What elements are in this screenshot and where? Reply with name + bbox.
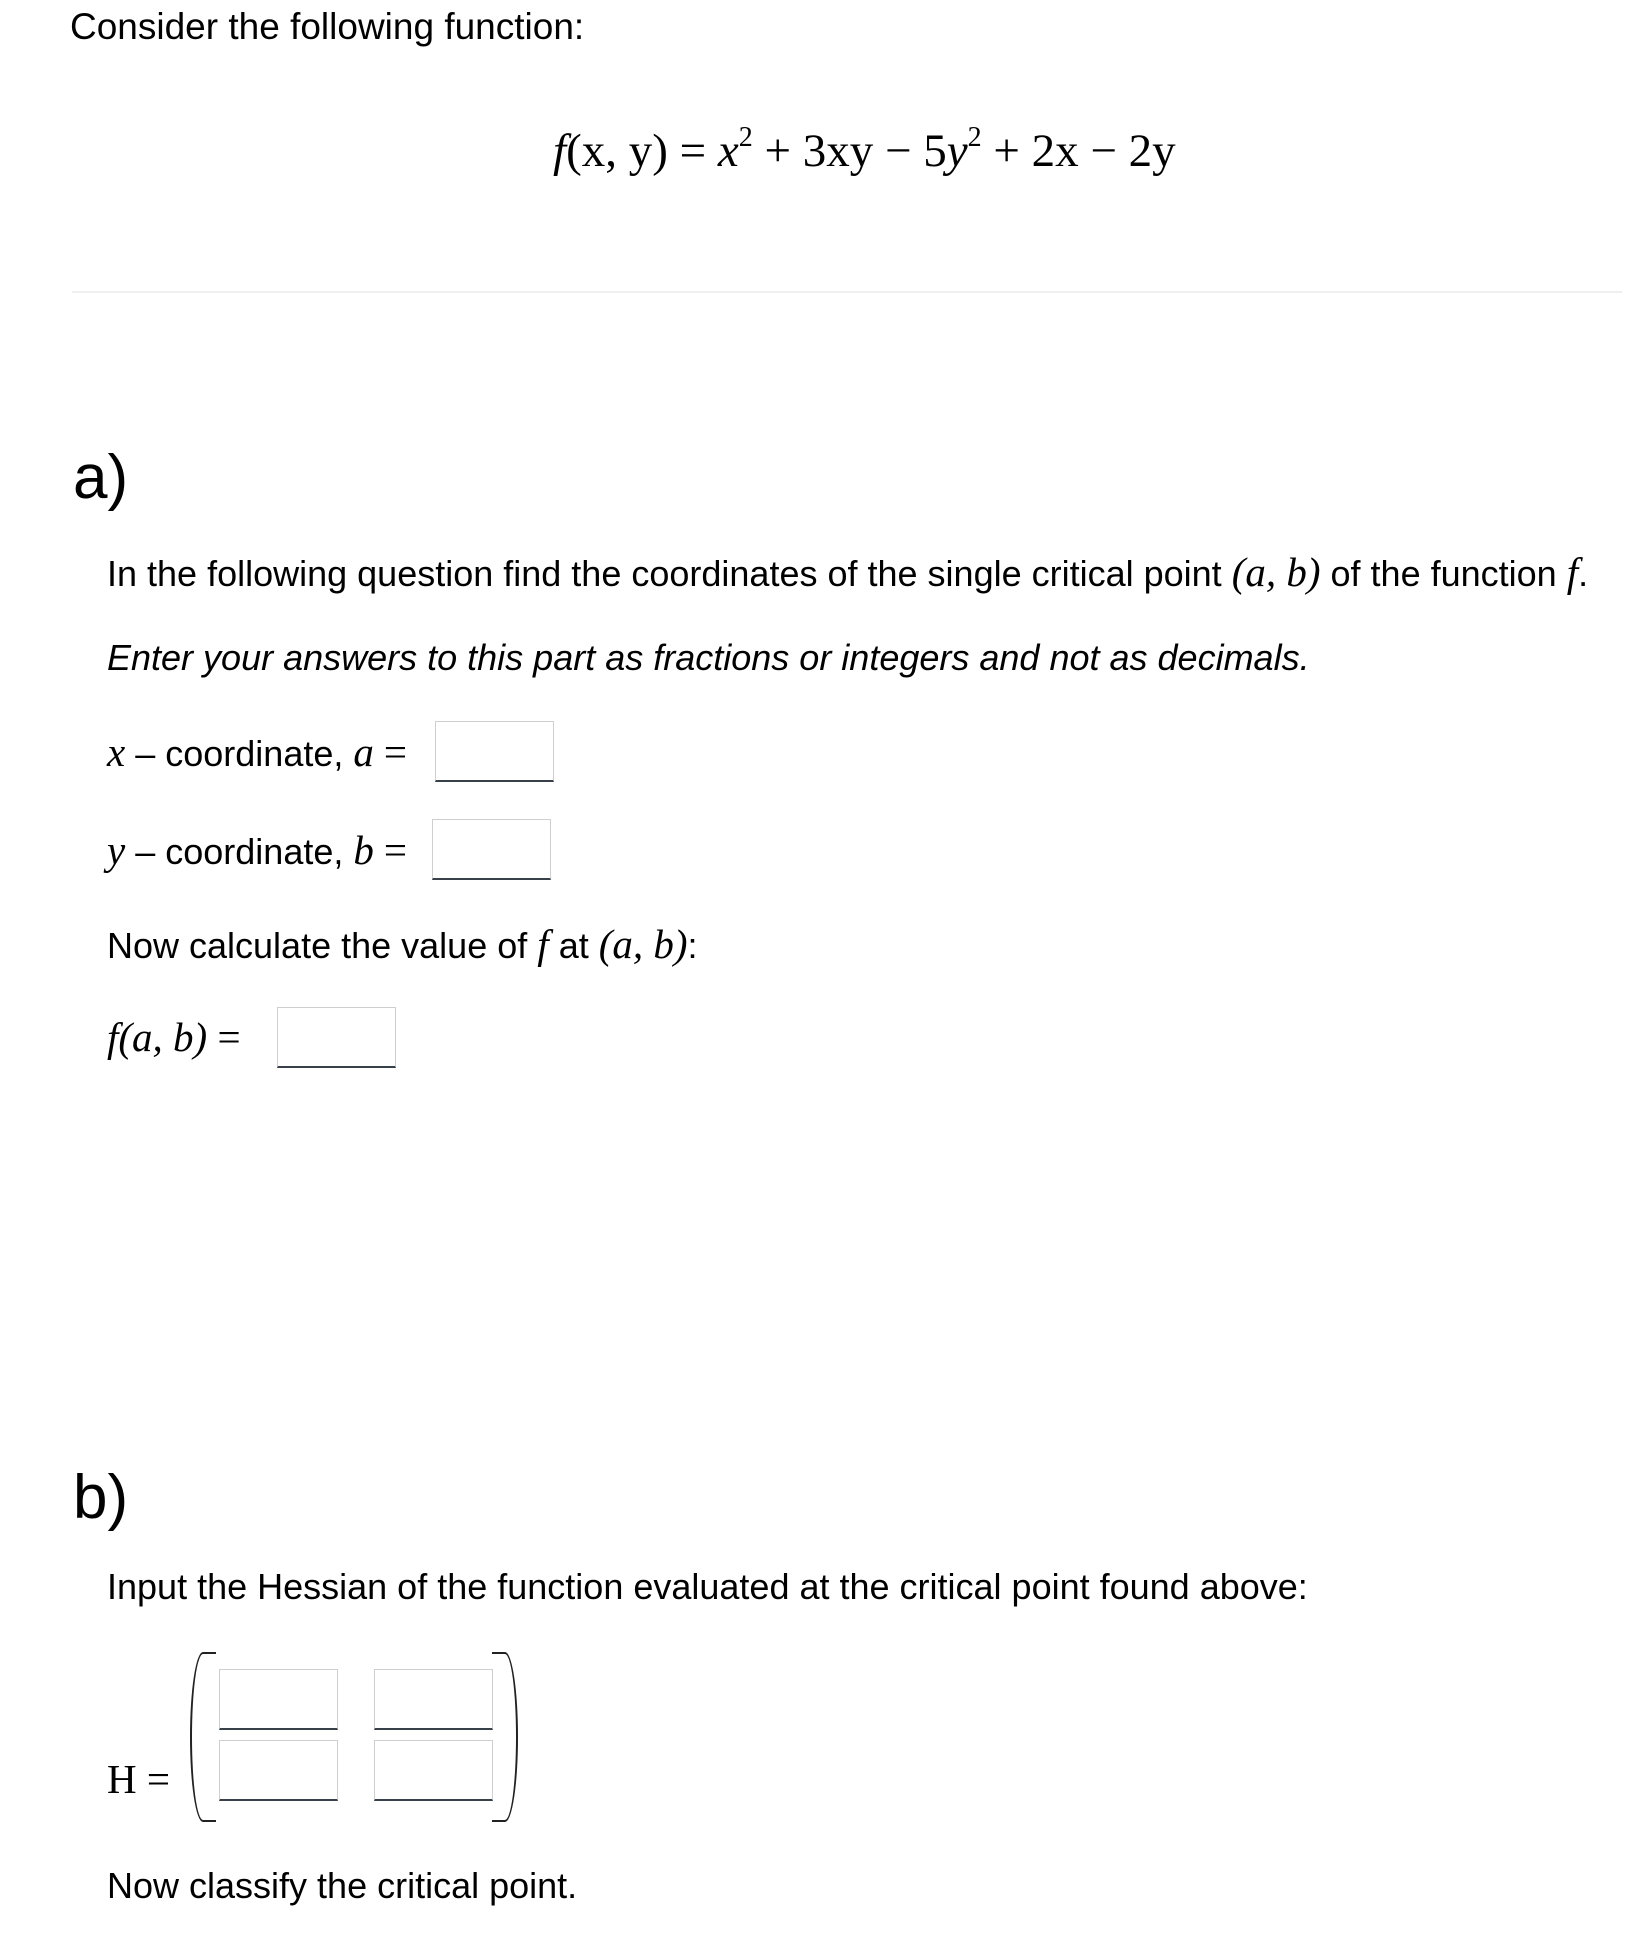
answer-format-note: Enter your answers to this part as fractions or integers and not as decimals.: [107, 637, 1310, 678]
b-input[interactable]: [432, 819, 551, 880]
f-ab-label: [107, 1013, 241, 1061]
value-prompt-colon: :: [687, 925, 698, 966]
y-eq: =: [383, 827, 408, 873]
x-coordinate-label: [107, 728, 407, 776]
x-var: x: [107, 729, 126, 775]
part-b-instruction: Input the Hessian of the function evaluated at the critical point found above:: [107, 1566, 1308, 1607]
hessian-eq: =: [146, 1756, 170, 1802]
formula-y: y: [946, 125, 968, 177]
classify-prompt: Now classify the critical point.: [107, 1865, 578, 1906]
hessian-label: [107, 1755, 170, 1803]
a-input[interactable]: [435, 721, 554, 782]
y-var: y: [107, 827, 126, 873]
part-a-label: a): [73, 443, 129, 512]
function-formula: [553, 124, 1176, 178]
formula-args: (x, y): [566, 125, 668, 177]
instruction-text: In the following question find the coordinates of the single critical point: [107, 553, 1222, 594]
y-label-text: – coordinate,: [135, 831, 344, 872]
value-prompt: [107, 920, 698, 968]
value-prompt-at: at: [558, 925, 589, 966]
value-prompt-text: Now calculate the value of: [107, 925, 528, 966]
formula-x: x: [717, 125, 739, 177]
formula-term-4: + 2x − 2y: [993, 125, 1176, 177]
x-sym: a: [353, 729, 374, 775]
y-sym: b: [353, 827, 374, 873]
f-ab-text: f(a, b): [107, 1014, 208, 1060]
value-prompt-f: f: [537, 921, 549, 967]
part-a-instruction: [107, 548, 1588, 596]
hessian-input-22[interactable]: [374, 1740, 493, 1801]
x-eq: =: [383, 729, 408, 775]
formula-f: f: [553, 125, 567, 177]
part-b-label: b): [73, 1463, 129, 1532]
hessian-input-21[interactable]: [219, 1740, 338, 1801]
intro-text: Consider the following function:: [70, 6, 585, 47]
formula-y-exponent: 2: [967, 122, 982, 153]
f-ab-eq: =: [217, 1014, 241, 1060]
formula-term-2: + 3xy −: [764, 125, 912, 177]
value-prompt-point: (a, b): [598, 921, 688, 967]
section-divider: [72, 291, 1622, 293]
f-ab-input[interactable]: [277, 1007, 396, 1068]
matrix-right-bracket: [492, 1652, 518, 1822]
hessian-input-11[interactable]: [219, 1669, 338, 1730]
x-label-text: – coordinate,: [135, 733, 344, 774]
formula-x-exponent: 2: [738, 122, 753, 153]
formula-equals: =: [679, 125, 707, 177]
formula-y-coef: 5: [923, 125, 947, 177]
instruction-point: (a, b): [1231, 549, 1321, 595]
instruction-end: .: [1578, 553, 1589, 594]
matrix-left-bracket: [190, 1652, 216, 1822]
hessian-input-12[interactable]: [374, 1669, 493, 1730]
instruction-f: f: [1566, 549, 1579, 595]
y-coordinate-label: [107, 826, 407, 874]
hessian-h: H: [107, 1756, 137, 1802]
instruction-middle: of the function: [1330, 553, 1557, 594]
